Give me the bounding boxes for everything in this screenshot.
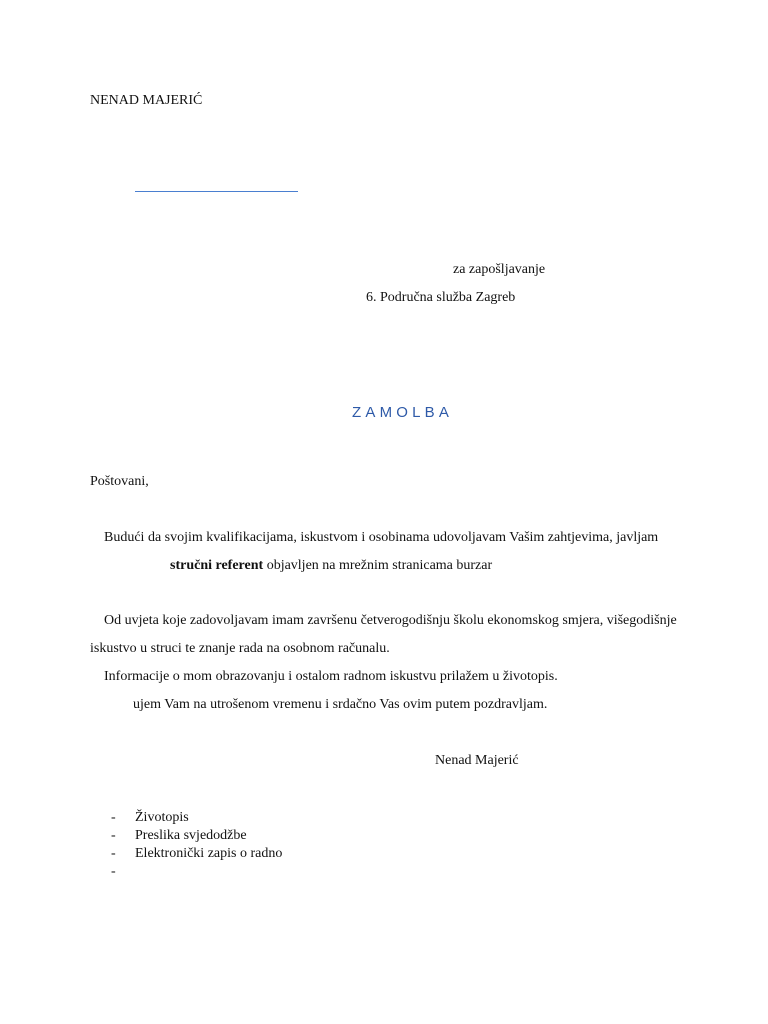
recipient-line-2: 6. Područna služba Zagreb xyxy=(366,290,516,305)
signature: Nenad Majerić xyxy=(435,753,519,768)
paragraph-2-line-1: Od uvjeta koje zadovoljavam imam završenu četverogodišnju školu ekonomskog smjera, višegodišnje xyxy=(104,613,677,628)
list-bullet: - xyxy=(111,864,116,879)
list-bullet: - xyxy=(111,846,116,861)
list-bullet: - xyxy=(111,828,116,843)
paragraph-1-line-1: Budući da svojim kvalifikacijama, iskustvom i osobinama udovoljavam Vašim zahtjevima, javljam xyxy=(104,530,659,545)
sender-name: NENAD MAJERIĆ xyxy=(90,93,203,108)
job-position: stručni referent xyxy=(170,558,264,573)
list-item: Preslika svjedodžbe xyxy=(135,828,247,843)
underline-link-placeholder[interactable] xyxy=(135,191,298,192)
paragraph-2-line-2: iskustvo u struci te znanje rada na osobnom računalu. xyxy=(90,641,390,656)
paragraph-1-line-2 xyxy=(170,557,492,575)
recipient-line-1: za zapošljavanje xyxy=(453,262,546,277)
list-bullet: - xyxy=(111,810,116,825)
paragraph-4: ujem Vam na utrošenom vremenu i srdačno Vas ovim putem pozdravljam. xyxy=(133,697,548,712)
paragraph-1-line-2-rest: objavljen na mrežnim stranicama burzar xyxy=(263,558,493,573)
list-item: Životopis xyxy=(135,810,189,825)
document-title: ZAMOLBA xyxy=(352,404,454,421)
salutation: Poštovani, xyxy=(90,474,149,489)
paragraph-3: Informacije o mom obrazovanju i ostalom radnom iskustvu prilažem u životopis. xyxy=(104,669,558,684)
list-item: Elektronički zapis o radno xyxy=(135,846,283,861)
